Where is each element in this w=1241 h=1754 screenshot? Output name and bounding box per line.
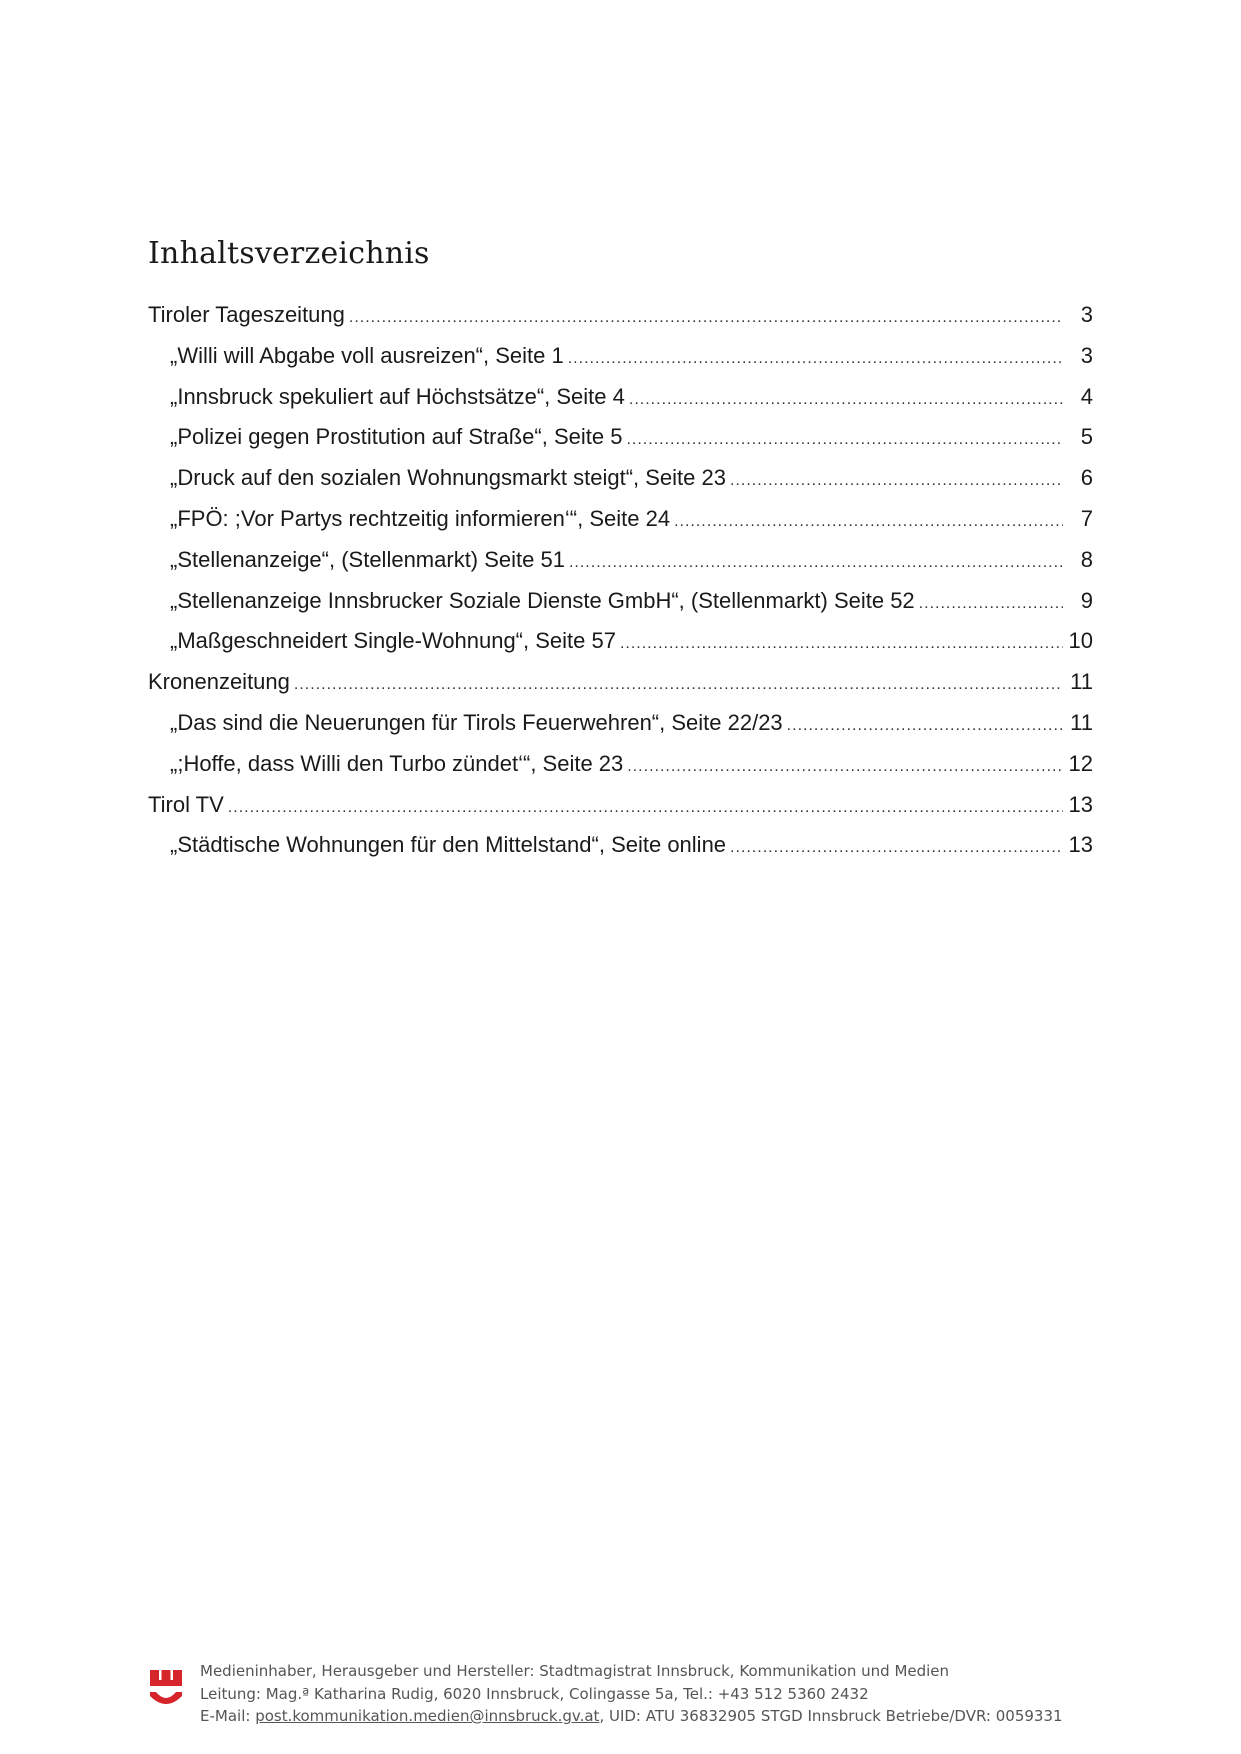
footer-email-prefix: E-Mail: xyxy=(200,1707,256,1725)
toc-entry-page: 7 xyxy=(1080,505,1093,531)
toc-entry[interactable] xyxy=(148,465,1093,506)
toc-entry[interactable] xyxy=(148,751,1093,792)
toc-entry-label: „Polizei gegen Prostitution auf Straße“, Seite 5 xyxy=(170,424,623,450)
footer-contact-line xyxy=(200,1705,1063,1728)
page-title: Inhaltsverzeichnis xyxy=(148,236,430,271)
toc-entry-page: 10 xyxy=(1068,628,1093,654)
toc-entry[interactable] xyxy=(148,343,1093,384)
toc-entry-label: „Stellenanzeige“, (Stellenmarkt) Seite 51 xyxy=(170,546,565,572)
toc-leader-dots xyxy=(349,309,1063,327)
toc-leader-dots xyxy=(629,391,1063,409)
toc-entry-label: „Stellenanzeige Innsbrucker Soziale Dienste GmbH“, (Stellenmarkt) Seite 52 xyxy=(170,587,915,613)
toc-leader-dots xyxy=(730,472,1063,490)
toc-entry-page: 3 xyxy=(1080,302,1093,327)
toc-entry-page: 4 xyxy=(1080,383,1093,409)
toc-entry[interactable] xyxy=(148,302,1093,343)
toc-entry-label: „Städtische Wohnungen für den Mittelstand“, Seite online xyxy=(170,832,727,858)
toc-leader-dots xyxy=(919,595,1063,613)
toc-entry[interactable] xyxy=(148,792,1093,833)
toc-leader-dots xyxy=(294,676,1063,694)
toc-entry-page: 12 xyxy=(1068,750,1093,776)
toc-entry-page: 11 xyxy=(1070,669,1093,695)
toc-entry-label: „Druck auf den sozialen Wohnungsmarkt steigt“, Seite 23 xyxy=(170,465,726,491)
toc-entry[interactable] xyxy=(148,547,1093,588)
toc-entry[interactable] xyxy=(148,506,1093,547)
toc-leader-dots xyxy=(674,513,1063,531)
toc-entry-page: 6 xyxy=(1080,465,1093,491)
toc-entry-page: 3 xyxy=(1080,342,1093,368)
table-of-contents xyxy=(148,302,1093,873)
toc-leader-dots xyxy=(568,350,1063,368)
toc-leader-dots xyxy=(627,758,1063,776)
logo-bridge-top xyxy=(150,1680,182,1686)
toc-entry-label: „Willi will Abgabe voll ausreizen“, Seite 1 xyxy=(170,342,564,368)
toc-entry-page: 5 xyxy=(1080,424,1093,450)
toc-entry-page: 13 xyxy=(1068,832,1093,858)
toc-entry[interactable] xyxy=(148,588,1093,629)
toc-entry[interactable] xyxy=(148,384,1093,425)
toc-entry-page: 8 xyxy=(1080,546,1093,572)
toc-entry[interactable] xyxy=(148,669,1093,710)
toc-entry-page: 9 xyxy=(1080,587,1093,613)
toc-leader-dots xyxy=(787,717,1063,735)
toc-leader-dots xyxy=(569,554,1063,572)
toc-entry[interactable] xyxy=(148,628,1093,669)
toc-leader-dots xyxy=(228,799,1063,817)
footer-management-line: Leitung: Mag.ª Katharina Rudig, 6020 Innsbruck, Colingasse 5a, Tel.: +43 512 5360 2432 xyxy=(200,1684,869,1703)
page-footer xyxy=(150,1660,1110,1740)
toc-entry-label: „FPÖ: ;Vor Partys rechtzeitig informieren‘“, Seite 24 xyxy=(170,505,671,531)
toc-entry-page: 13 xyxy=(1068,791,1093,817)
toc-entry-label: „Das sind die Neuerungen für Tirols Feuerwehren“, Seite 22/23 xyxy=(170,709,783,735)
toc-entry-label: Tirol TV xyxy=(148,791,224,817)
innsbruck-logo-icon xyxy=(150,1668,182,1708)
footer-imprint xyxy=(200,1660,1063,1728)
toc-entry-label: „Innsbruck spekuliert auf Höchstsätze“, Seite 4 xyxy=(170,383,625,409)
footer-email-link[interactable]: post.kommunikation.medien@innsbruck.gv.at xyxy=(255,1707,600,1725)
toc-entry-label: „Maßgeschneidert Single-Wohnung“, Seite 57 xyxy=(170,628,616,654)
toc-entry-page: 11 xyxy=(1070,709,1093,735)
logo-bridge-arch xyxy=(150,1692,182,1704)
toc-leader-dots xyxy=(730,839,1063,857)
toc-entry-label: „;Hoffe, dass Willi den Turbo zündet‘“, Seite 23 xyxy=(170,750,624,776)
toc-entry[interactable] xyxy=(148,832,1093,873)
toc-leader-dots xyxy=(620,635,1063,653)
toc-entry[interactable] xyxy=(148,424,1093,465)
toc-entry[interactable] xyxy=(148,710,1093,751)
footer-publisher-line: Medieninhaber, Herausgeber und Hersteller: Stadtmagistrat Innsbruck, Kommunikation und Medien xyxy=(200,1662,950,1680)
toc-entry-label: Tiroler Tageszeitung xyxy=(148,302,345,327)
toc-leader-dots xyxy=(626,431,1063,449)
footer-uid-text: , UID: ATU 36832905 STGD Innsbruck Betriebe/DVR: 0059331 xyxy=(599,1707,1063,1725)
toc-entry-label: Kronenzeitung xyxy=(148,669,290,695)
